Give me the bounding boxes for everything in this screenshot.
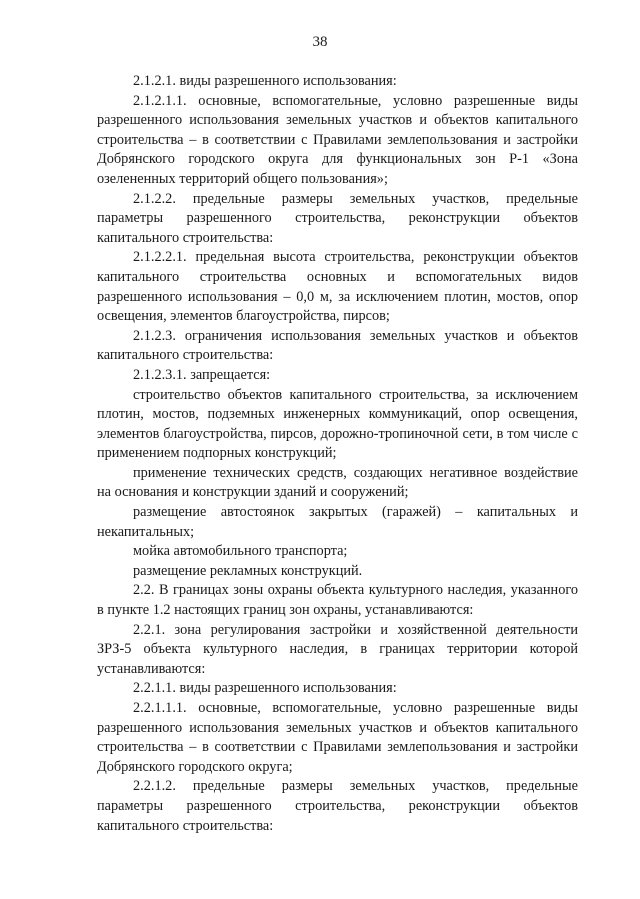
paragraph-2-1-2-2-1: 2.1.2.2.1. предельная высота строительства, реконструкции объектов капитального строительства основных и вспомогательных видов разрешенного использования – 0,0 м, за исключением плотин, мостов, опор освещения, элементов благоустройства, пирсов; — [97, 249, 578, 325]
page-number: 38 — [312, 34, 328, 50]
paragraph-2-2-1: 2.2.1. зона регулирования застройки и хозяйственной деятельности ЗРЗ-5 объекта культурного наследия, в границах территории которой устанавливаются: — [97, 621, 578, 677]
paragraph-2-2: 2.2. В границах зоны охраны объекта культурного наследия, указанного в пункте 1.2 настоящих границ зон охраны, устанавливаются: — [97, 582, 578, 619]
paragraph-2-1-2-2: 2.1.2.2. предельные размеры земельных участков, предельные параметры разрешенного строительства, реконструкции объектов капитального строительства: — [97, 190, 578, 246]
paragraph-2-1-2-3-1: 2.1.2.3.1. запрещается: — [133, 366, 271, 383]
paragraph-2-1-2-1-1: 2.1.2.1.1. основные, вспомогательные, условно разрешенные виды разрешенного использования земельных участков и объектов капитального строительства – в соответствии с Правилами землепользования и застройки Добрянского городского округа для функциональных зон Р-1 «Зона озелененных территорий общего пользования»; — [97, 92, 578, 187]
paragraph-2-2-1-1-1: 2.2.1.1.1. основные, вспомогательные, условно разрешенные виды разрешенного использования земельных участков и объектов капитального строительства – в соответствии с Правилами землепользования и застройки Добрянского городского округа; — [97, 700, 578, 775]
paragraph-2-2-1-2: 2.2.1.2. предельные размеры земельных участков, предельные параметры разрешенного строительства, реконструкции объектов капитального строительства: — [97, 778, 578, 834]
paragraph-2-1-2-1: 2.1.2.1. виды разрешенного использования: — [133, 73, 397, 89]
prohibition-item: применение технических средств, создающих негативное воздействие на основания и конструкции зданий и сооружений; — [97, 464, 578, 501]
prohibition-item: строительство объектов капитального строительства, за исключением плотин, мостов, подземных инженерных коммуникаций, опор освещения, элементов благоустройства, пирсов, дорожно-тропиночной сети, в том числе с применением подпорных конструкций; — [97, 386, 578, 462]
prohibition-item: размещение рекламных конструкций. — [133, 562, 363, 579]
paragraph-2-1-2-3: 2.1.2.3. ограничения использования земельных участков и объектов капитального строительства: — [97, 327, 578, 364]
prohibition-item: мойка автомобильного транспорта; — [133, 543, 348, 560]
prohibition-item: размещение автостоянок закрытых (гаражей) – капитальных и некапитальных; — [97, 504, 578, 540]
paragraph-2-2-1-1: 2.2.1.1. виды разрешенного использования: — [133, 680, 397, 697]
document-body — [97, 72, 578, 836]
